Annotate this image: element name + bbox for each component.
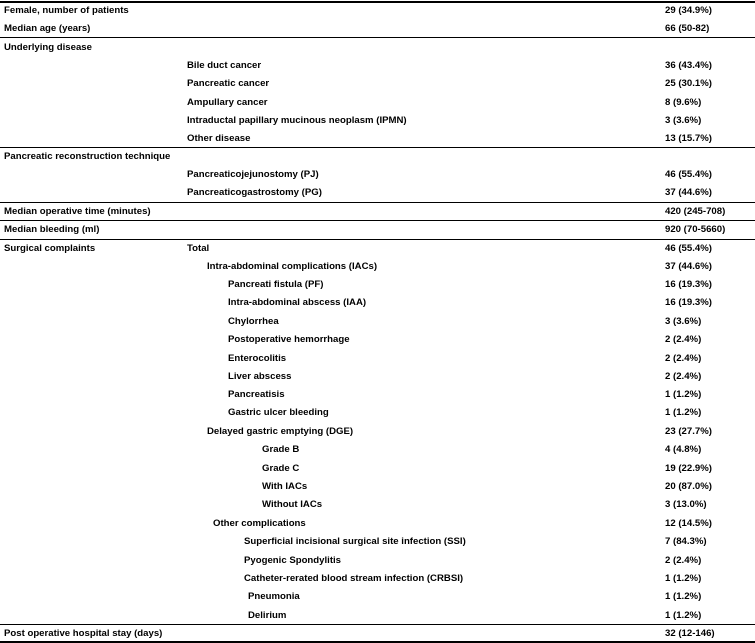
table-row xyxy=(0,331,755,349)
row-value: 32 (12-146) xyxy=(665,628,715,639)
row-label: Pancreaticogastrostomy (PG) xyxy=(187,187,322,198)
table-row xyxy=(0,386,755,404)
row-value: 37 (44.6%) xyxy=(665,187,712,198)
table-row xyxy=(0,460,755,478)
row-value: 37 (44.6%) xyxy=(665,261,712,272)
row-label: Enterocolitis xyxy=(228,353,287,364)
table-row xyxy=(0,625,755,643)
row-value: 1 (1.2%) xyxy=(665,407,702,418)
table-row xyxy=(0,2,755,20)
table-row xyxy=(0,57,755,75)
row-value: 3 (3.6%) xyxy=(665,316,702,327)
table-row xyxy=(0,607,755,625)
row-label: Underlying disease xyxy=(4,42,92,53)
row-value: 3 (13.0%) xyxy=(665,499,707,510)
row-value: 3 (3.6%) xyxy=(665,115,702,126)
row-label: Intra-abdominal complications (IACs) xyxy=(207,261,378,272)
row-value: 25 (30.1%) xyxy=(665,78,712,89)
table-row xyxy=(0,276,755,294)
row-label: Surgical complaints xyxy=(4,243,96,254)
table-row xyxy=(0,588,755,606)
row-label: Pancreatisis xyxy=(228,389,285,400)
row-value: 2 (2.4%) xyxy=(665,334,702,345)
row-label: Bile duct cancer xyxy=(187,60,262,71)
row-value: 12 (14.5%) xyxy=(665,518,712,529)
row-value: 2 (2.4%) xyxy=(665,555,702,566)
table-row xyxy=(0,350,755,368)
row-value: 46 (55.4%) xyxy=(665,243,712,254)
table-row xyxy=(0,496,755,514)
row-value: 420 (245-708) xyxy=(665,206,726,217)
row-value: 7 (84.3%) xyxy=(665,536,707,547)
row-label: Female, number of patients xyxy=(4,5,129,16)
row-label: Median operative time (minutes) xyxy=(4,206,151,217)
table-row xyxy=(0,39,755,57)
table-row xyxy=(0,533,755,551)
row-value: 1 (1.2%) xyxy=(665,573,702,584)
table-row xyxy=(0,423,755,441)
row-value: 20 (87.0%) xyxy=(665,481,712,492)
row-value: 29 (34.9%) xyxy=(665,5,712,16)
table-row xyxy=(0,368,755,386)
table-row xyxy=(0,478,755,496)
row-value: 1 (1.2%) xyxy=(665,591,702,602)
row-label: Gastric ulcer bleeding xyxy=(228,407,329,418)
row-value: 1 (1.2%) xyxy=(665,389,702,400)
row-value: 36 (43.4%) xyxy=(665,60,712,71)
row-value: 2 (2.4%) xyxy=(665,371,702,382)
row-label: Liver abscess xyxy=(228,371,292,382)
row-label: Without IACs xyxy=(262,499,323,510)
table-row xyxy=(0,552,755,570)
table-row xyxy=(0,75,755,93)
row-value: 16 (19.3%) xyxy=(665,279,712,290)
row-value: 23 (27.7%) xyxy=(665,426,712,437)
row-value: 19 (22.9%) xyxy=(665,463,712,474)
row-value: 920 (70-5660) xyxy=(665,224,726,235)
row-label: Grade B xyxy=(262,444,300,455)
row-label: Pneumonia xyxy=(248,591,300,602)
table-row xyxy=(0,148,755,166)
table-row xyxy=(0,130,755,148)
row-label: Pancreatic cancer xyxy=(187,78,270,89)
row-label: Pancreaticojejunostomy (PJ) xyxy=(187,169,319,180)
table-row xyxy=(0,221,755,239)
table-row xyxy=(0,203,755,221)
row-label: Other complications xyxy=(213,518,306,529)
row-label: Median age (years) xyxy=(4,23,91,34)
row-label: Other disease xyxy=(187,133,251,144)
row-label: Pancreati fistula (PF) xyxy=(228,279,324,290)
table-row xyxy=(0,441,755,459)
table-row xyxy=(0,294,755,312)
table-row xyxy=(0,240,755,258)
row-value: 4 (4.8%) xyxy=(665,444,702,455)
row-value: 2 (2.4%) xyxy=(665,353,702,364)
row-label: Post operative hospital stay (days) xyxy=(4,628,163,639)
row-value: 16 (19.3%) xyxy=(665,297,712,308)
row-label: Median bleeding (ml) xyxy=(4,224,100,235)
row-sublabel: Total xyxy=(187,243,210,254)
row-label: Postoperative hemorrhage xyxy=(228,334,350,345)
table-row xyxy=(0,515,755,533)
row-value: 8 (9.6%) xyxy=(665,97,702,108)
row-label: Ampullary cancer xyxy=(187,97,268,108)
row-label: With IACs xyxy=(262,481,308,492)
table-row xyxy=(0,166,755,184)
table-row xyxy=(0,313,755,331)
table-row xyxy=(0,184,755,202)
row-label: Intra-abdominal abscess (IAA) xyxy=(228,297,367,308)
row-value: 13 (15.7%) xyxy=(665,133,712,144)
row-label: Chylorrhea xyxy=(228,316,279,327)
row-value: 46 (55.4%) xyxy=(665,169,712,180)
row-value: 1 (1.2%) xyxy=(665,610,702,621)
table-row xyxy=(0,570,755,588)
row-label: Pyogenic Spondylitis xyxy=(244,555,342,566)
row-label: Catheter-rerated blood stream infection (CRBSI) xyxy=(244,573,464,584)
table-row xyxy=(0,404,755,422)
row-label: Delayed gastric emptying (DGE) xyxy=(207,426,354,437)
table-row xyxy=(0,112,755,130)
row-value: 66 (50-82) xyxy=(665,23,710,34)
row-label: Delirium xyxy=(248,610,287,621)
table-row xyxy=(0,20,755,38)
table-row xyxy=(0,94,755,112)
row-label: Pancreatic reconstruction technique xyxy=(4,151,171,162)
row-label: Superficial incisional surgical site infection (SSI) xyxy=(244,536,466,547)
row-label: Grade C xyxy=(262,463,300,474)
table-row xyxy=(0,258,755,276)
row-label: Intraductal papillary mucinous neoplasm (IPMN) xyxy=(187,115,407,126)
